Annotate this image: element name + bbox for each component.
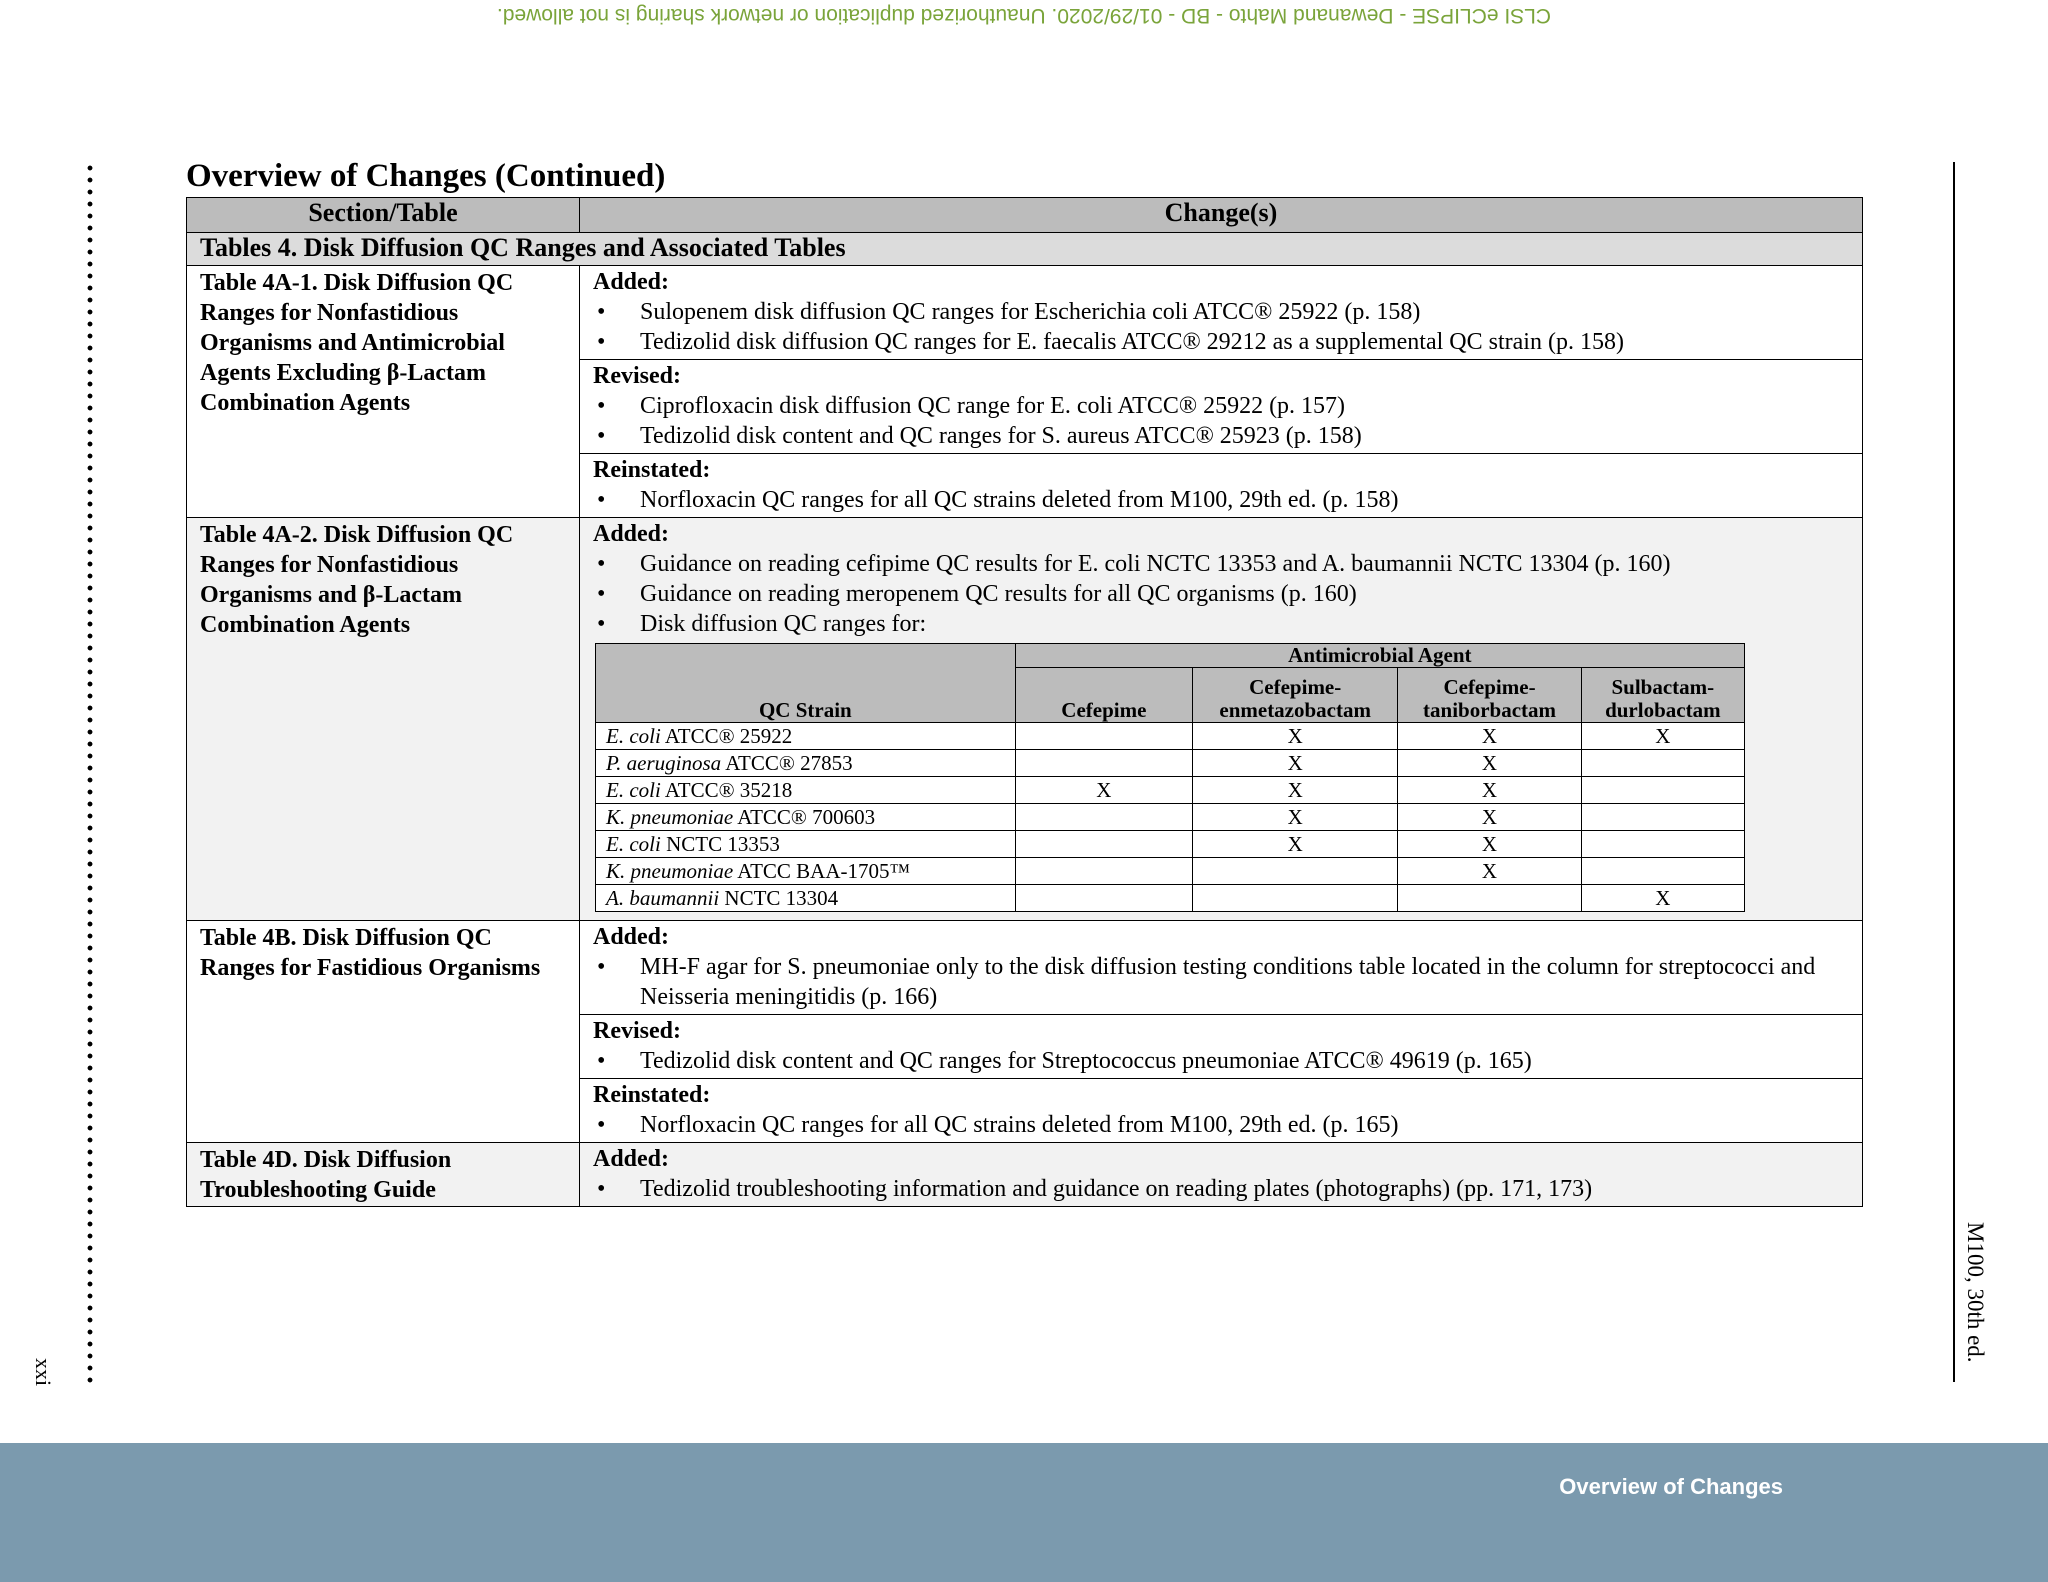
qc-strain-table [595,643,1745,912]
strain-row [596,831,1745,858]
agent-mark-cell [1015,858,1192,885]
strain-row [596,723,1745,750]
reinstated-block [580,1078,1862,1142]
revised-block [580,1014,1862,1078]
strain-id: ATCC® 27853 [721,751,853,775]
table-row [187,518,1863,921]
agent-mark-cell [1581,858,1744,885]
changes-cell [580,1143,1863,1207]
watermark-text: CLSI eCLIPSE - Dewanand Mahto - BD - 01/29/2020. Unauthorized duplication or network sharing is not allowed. [496,4,1552,27]
list-item [593,579,1849,609]
agent-mark-cell: X [1015,777,1192,804]
table-row [187,1143,1863,1207]
col-agent: Cefepime-enmetazobactam [1193,668,1398,723]
strain-name-cell [596,777,1016,804]
changes-cell [580,518,1863,921]
strain-species: K. pneumoniae [606,859,734,883]
agent-mark-cell [1015,723,1192,750]
list-item [593,391,1849,421]
footer-band [0,1443,2048,1582]
added-label: Added: [593,1146,670,1172]
col-agent: Cefepime-taniborbactam [1398,668,1581,723]
strain-id: ATCC® 700603 [733,805,876,829]
agent-mark-cell [1015,885,1192,912]
strain-id: ATCC® 25922 [660,724,793,748]
agent-mark-cell: X [1398,777,1581,804]
text-part: Guidance on reading meropenem QC results for all QC organisms (p. 160) [640,581,1357,607]
section-cell: Table 4B. Disk Diffusion QC Ranges for Fastidious Organisms [187,921,580,1143]
strain-id: ATCC® 35218 [660,778,793,802]
strain-species: E. coli [606,778,661,802]
agent-mark-cell: X [1398,858,1581,885]
strain-id: NCTC 13353 [660,832,780,856]
agent-mark-cell [1015,750,1192,777]
col-agent: Sulbactam-durlobactam [1581,668,1744,723]
agent-mark-cell [1015,804,1192,831]
list-item [593,1174,1849,1204]
reinstated-label: Reinstated: [593,457,711,483]
list-item [593,297,1849,327]
right-margin-rule [1953,162,1955,1382]
strain-species: K. pneumoniae [606,805,734,829]
list-item [593,485,1849,515]
section-cell: Table 4D. Disk Diffusion Troubleshooting Guide [187,1143,580,1207]
strain-row [596,885,1745,912]
dotted-margin-rule [86,162,94,1384]
added-block [580,266,1862,359]
agent-mark-cell [1581,831,1744,858]
added-label: Added: [593,924,670,950]
strain-name-cell [596,885,1016,912]
list-item [593,421,1849,451]
list-item [593,609,1849,639]
table-header-row [187,198,1863,233]
reinstated-label: Reinstated: [593,1082,711,1108]
text-part: Tedizolid disk content and QC ranges for Streptococcus pneumoniae ATCC® 49619 (p. 165) [640,1048,1532,1074]
strain-row [596,750,1745,777]
header-changes: Change(s) [580,198,1863,233]
text-part: Disk diffusion QC ranges for: [640,611,927,637]
reinstated-block [580,453,1862,517]
added-block [580,921,1862,1014]
agent-mark-cell [1015,831,1192,858]
changes-cell [580,921,1863,1143]
strain-row [596,858,1745,885]
agent-mark-cell: X [1193,750,1398,777]
group-title: Tables 4. Disk Diffusion QC Ranges and Associated Tables [187,233,1863,266]
page-title: Overview of Changes (Continued) [186,158,666,194]
strain-species: E. coli [606,724,661,748]
list-item [593,1110,1849,1140]
agent-mark-cell: X [1398,723,1581,750]
strain-row [596,777,1745,804]
text-part: Tedizolid disk diffusion QC ranges for E. faecalis ATCC® 29212 as a supplemental QC strain (p. 158) [640,329,1624,355]
text-part: Sulopenem disk diffusion QC ranges for Escherichia coli ATCC® 25922 (p. 158) [640,299,1421,325]
strain-name-cell [596,750,1016,777]
agent-mark-cell: X [1193,831,1398,858]
strain-name-cell [596,831,1016,858]
revised-block [580,359,1862,453]
text-part: Ciprofloxacin disk diffusion QC range for E. coli ATCC® 25922 (p. 157) [640,393,1346,419]
changes-table [186,197,1863,1207]
agent-mark-cell: X [1193,804,1398,831]
inner-header-row [596,644,1745,668]
revised-label: Revised: [593,363,681,389]
strain-name-cell [596,858,1016,885]
table-row [187,921,1863,1143]
strain-species: E. coli [606,832,661,856]
agent-mark-cell [1193,858,1398,885]
strain-species: A. baumannii [606,886,720,910]
section-cell: Table 4A-1. Disk Diffusion QC Ranges for Nonfastidious Organisms and Antimicrobial Agents Excluding β-Lactam Combination Agents [187,266,580,518]
strain-name-cell [596,723,1016,750]
group-row [187,233,1863,266]
agent-mark-cell: X [1193,777,1398,804]
agent-mark-cell [1581,804,1744,831]
col-group-antimicrobial: Antimicrobial Agent [1015,644,1744,668]
footer-label: Overview of Changes [1559,1474,1783,1499]
agent-mark-cell [1581,750,1744,777]
text-part: Norfloxacin QC ranges for all QC strains deleted from M100, 29th ed. (p. 165) [640,1112,1399,1138]
agent-mark-cell: X [1581,723,1744,750]
text-part: MH-F agar for S. pneumoniae only to the disk diffusion testing conditions table located in the column for streptococci and Neisseria meningitidis (p. 166) [640,954,1816,1010]
revised-label: Revised: [593,1018,681,1044]
strain-row [596,804,1745,831]
text-part: Tedizolid troubleshooting information and guidance on reading plates (photographs) (pp. 171, 173) [640,1176,1593,1202]
added-label: Added: [593,269,670,295]
col-qc-strain: QC Strain [596,644,1016,723]
added-block [580,518,1862,920]
text-part: Guidance on reading cefipime QC results for E. coli NCTC 13353 and A. baumannii NCTC 13304 (p. 160) [640,551,1671,577]
agent-mark-cell: X [1398,804,1581,831]
text-part: Norfloxacin QC ranges for all QC strains deleted from M100, 29th ed. (p. 158) [640,487,1399,513]
table-row [187,266,1863,518]
text-part: Tedizolid disk content and QC ranges for S. aureus ATCC® 25923 (p. 158) [640,423,1362,449]
agent-mark-cell: X [1581,885,1744,912]
added-label: Added: [593,521,670,547]
col-agent: Cefepime [1015,668,1192,723]
header-section-table: Section/Table [187,198,580,233]
edition-label: M100, 30th ed. [1963,1222,1988,1363]
changes-cell [580,266,1863,518]
strain-name-cell [596,804,1016,831]
list-item [593,549,1849,579]
list-item [593,327,1849,357]
section-cell: Table 4A-2. Disk Diffusion QC Ranges for Nonfastidious Organisms and β-Lactam Combination Agents [187,518,580,921]
added-block [580,1143,1862,1206]
agent-mark-cell: X [1398,831,1581,858]
agent-mark-cell: X [1193,723,1398,750]
page-number: xxi [31,1358,56,1387]
agent-mark-cell: X [1398,750,1581,777]
strain-id: NCTC 13304 [719,886,839,910]
agent-mark-cell [1193,885,1398,912]
list-item [593,952,1849,1012]
agent-mark-cell [1398,885,1581,912]
list-item [593,1046,1849,1076]
strain-species: P. aeruginosa [606,751,722,775]
agent-mark-cell [1581,777,1744,804]
strain-id: ATCC BAA-1705™ [733,859,911,883]
